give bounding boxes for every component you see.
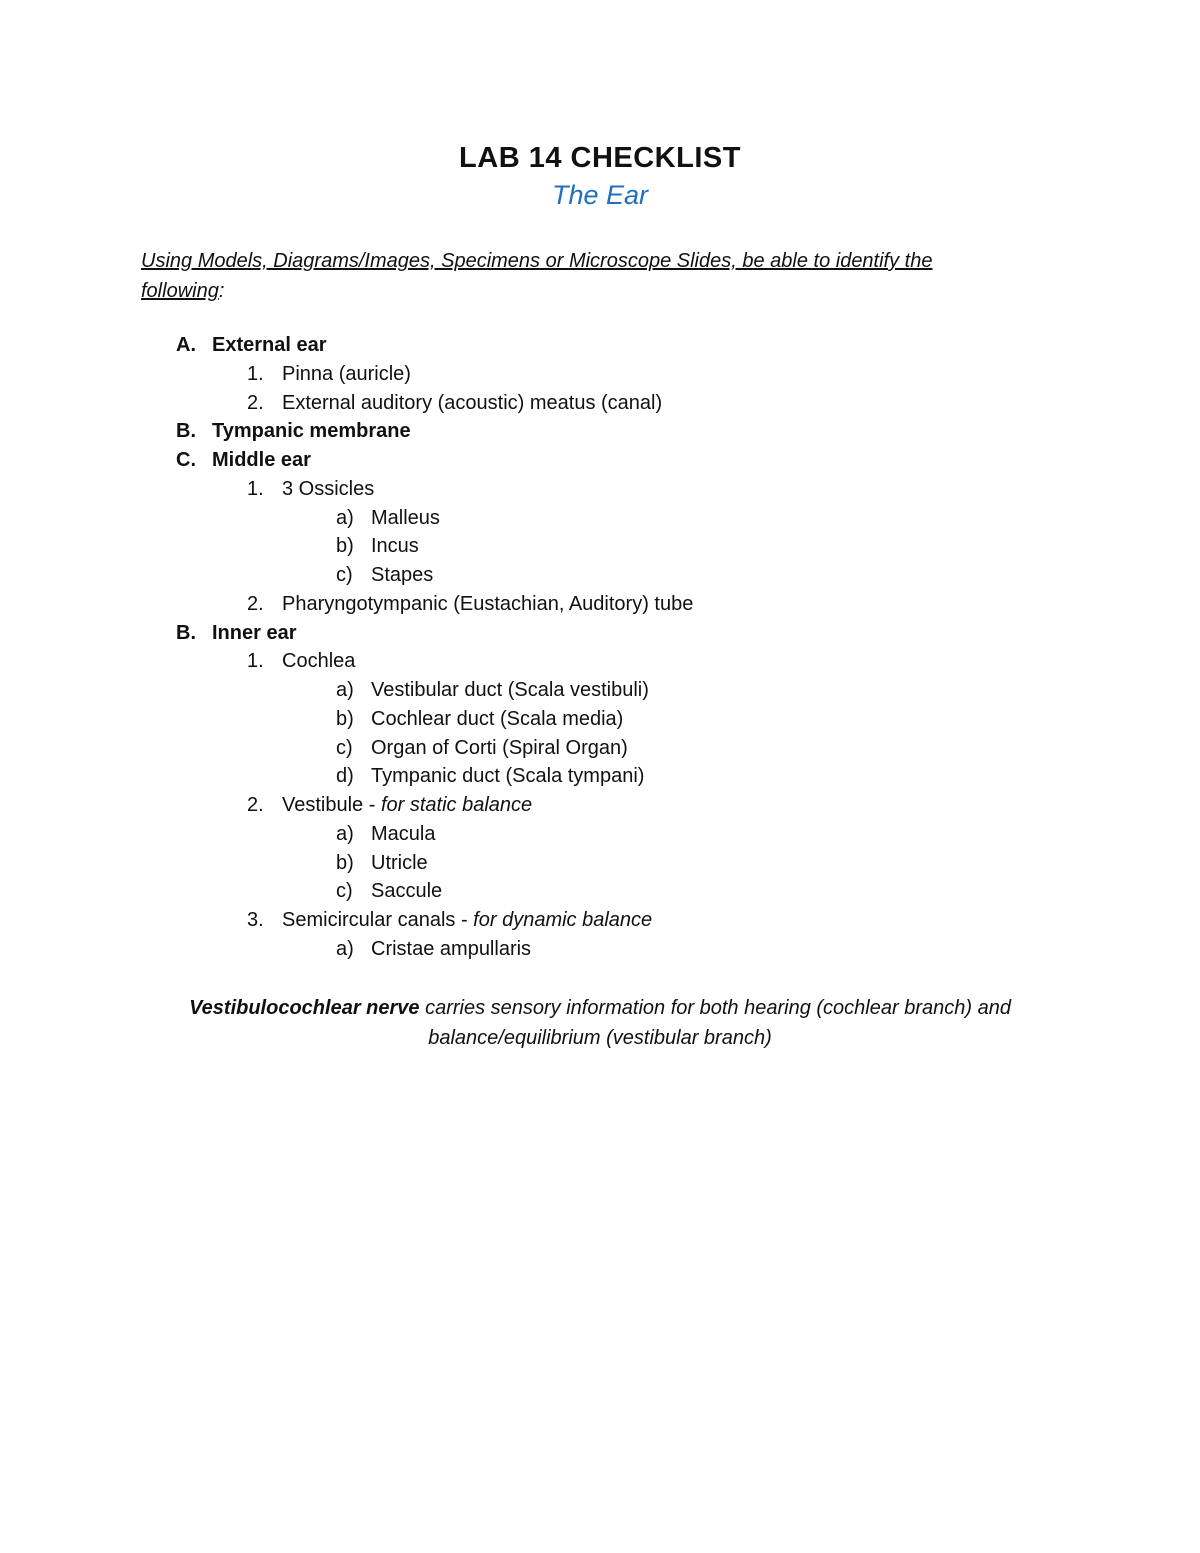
outline-marker: B. bbox=[176, 420, 196, 443]
outline-marker: d) bbox=[336, 765, 354, 788]
outline-marker: 1. bbox=[247, 650, 264, 673]
footer-text: carries sensory information for both hearing (cochlear branch) and balance/equilibrium (vestibular branch) bbox=[419, 997, 1011, 1049]
outline-label-text: Vestibular duct (Scala vestibuli) bbox=[371, 679, 649, 701]
outline-label bbox=[212, 621, 296, 645]
outline-label bbox=[371, 506, 440, 530]
outline-marker: 2. bbox=[247, 794, 264, 816]
outline-marker: c) bbox=[336, 736, 353, 759]
outline-marker: B. bbox=[176, 621, 196, 644]
outline-label-text: External auditory (acoustic) meatus (canal) bbox=[282, 391, 663, 414]
outline-marker: a) bbox=[336, 506, 354, 529]
page-subtitle: The Ear bbox=[551, 180, 649, 210]
outline-marker: A. bbox=[176, 334, 196, 356]
outline-label bbox=[282, 477, 374, 501]
outline-marker: a) bbox=[336, 679, 354, 701]
outline-label bbox=[371, 736, 628, 760]
outline-label-text: 3 Ossicles bbox=[282, 477, 375, 500]
outline-marker: 3. bbox=[247, 909, 264, 931]
outline-label-text: Macula bbox=[371, 822, 436, 845]
instructions-colon: : bbox=[218, 280, 225, 302]
outline-label bbox=[282, 908, 652, 932]
footer-term: Vestibulocochlear nerve bbox=[189, 997, 420, 1019]
footer-note bbox=[140, 993, 1060, 1053]
outline-label bbox=[282, 362, 411, 386]
outline-label bbox=[282, 592, 693, 616]
outline-label-text: Tympanic membrane bbox=[212, 420, 411, 443]
outline-label bbox=[282, 649, 355, 673]
outline-marker: 1. bbox=[247, 477, 264, 500]
outline-label-text: Pharyngotympanic (Eustachian, Auditory) tube bbox=[282, 592, 694, 615]
outline-label-text: Pinna (auricle) bbox=[282, 362, 411, 385]
outline-marker: 2. bbox=[247, 592, 264, 615]
outline-label bbox=[371, 678, 649, 702]
outline-label-text: Middle ear bbox=[212, 449, 311, 471]
outline-label-text: Semicircular canals - bbox=[282, 909, 474, 931]
outline-label-text: Saccule bbox=[371, 880, 443, 903]
outline-label bbox=[371, 707, 623, 731]
outline-label bbox=[371, 851, 428, 875]
outline-label bbox=[212, 419, 411, 443]
outline-marker: b) bbox=[336, 851, 354, 874]
outline-label bbox=[371, 563, 433, 587]
outline-label bbox=[282, 793, 532, 817]
outline-marker: C. bbox=[176, 449, 196, 471]
outline-label bbox=[212, 448, 311, 472]
outline-label-note: for static balance bbox=[380, 794, 533, 816]
instructions-text: Using Models, Diagrams/Images, Specimens or Microscope Slides, be able to identify the following bbox=[141, 250, 933, 302]
outline-label-text: External ear bbox=[212, 334, 327, 356]
outline-label bbox=[371, 534, 419, 558]
page-title: LAB 14 CHECKLIST bbox=[459, 142, 741, 174]
outline-label-text: Cochlea bbox=[282, 650, 356, 673]
outline-label bbox=[371, 937, 531, 961]
outline-label bbox=[371, 879, 442, 903]
outline-label bbox=[282, 391, 662, 415]
instructions bbox=[141, 246, 1011, 306]
outline-label-text: Vestibule - bbox=[282, 794, 381, 816]
outline-label-text: Inner ear bbox=[212, 621, 297, 644]
outline-marker: a) bbox=[336, 822, 354, 845]
outline-label-text: Incus bbox=[371, 535, 419, 558]
outline-label-text: Utricle bbox=[371, 851, 428, 874]
outline-marker: b) bbox=[336, 707, 354, 730]
outline-marker: c) bbox=[336, 564, 353, 586]
outline-label-text: Cristae ampullaris bbox=[371, 937, 532, 960]
outline-marker: c) bbox=[336, 880, 353, 903]
outline-marker: a) bbox=[336, 937, 354, 960]
outline-label bbox=[371, 822, 435, 846]
outline-label bbox=[371, 764, 644, 788]
outline-marker: 2. bbox=[247, 391, 264, 414]
outline-label-text: Stapes bbox=[371, 564, 434, 586]
outline-label-text: Cochlear duct (Scala media) bbox=[371, 707, 624, 730]
outline-marker: b) bbox=[336, 535, 354, 558]
outline-label-text: Malleus bbox=[371, 506, 440, 529]
outline-label-text: Tympanic duct (Scala tympani) bbox=[371, 765, 645, 788]
outline-marker: 1. bbox=[247, 362, 264, 385]
outline-label-note: for dynamic balance bbox=[473, 909, 653, 931]
outline-label bbox=[212, 333, 327, 357]
outline-label-text: Organ of Corti (Spiral Organ) bbox=[371, 736, 628, 759]
